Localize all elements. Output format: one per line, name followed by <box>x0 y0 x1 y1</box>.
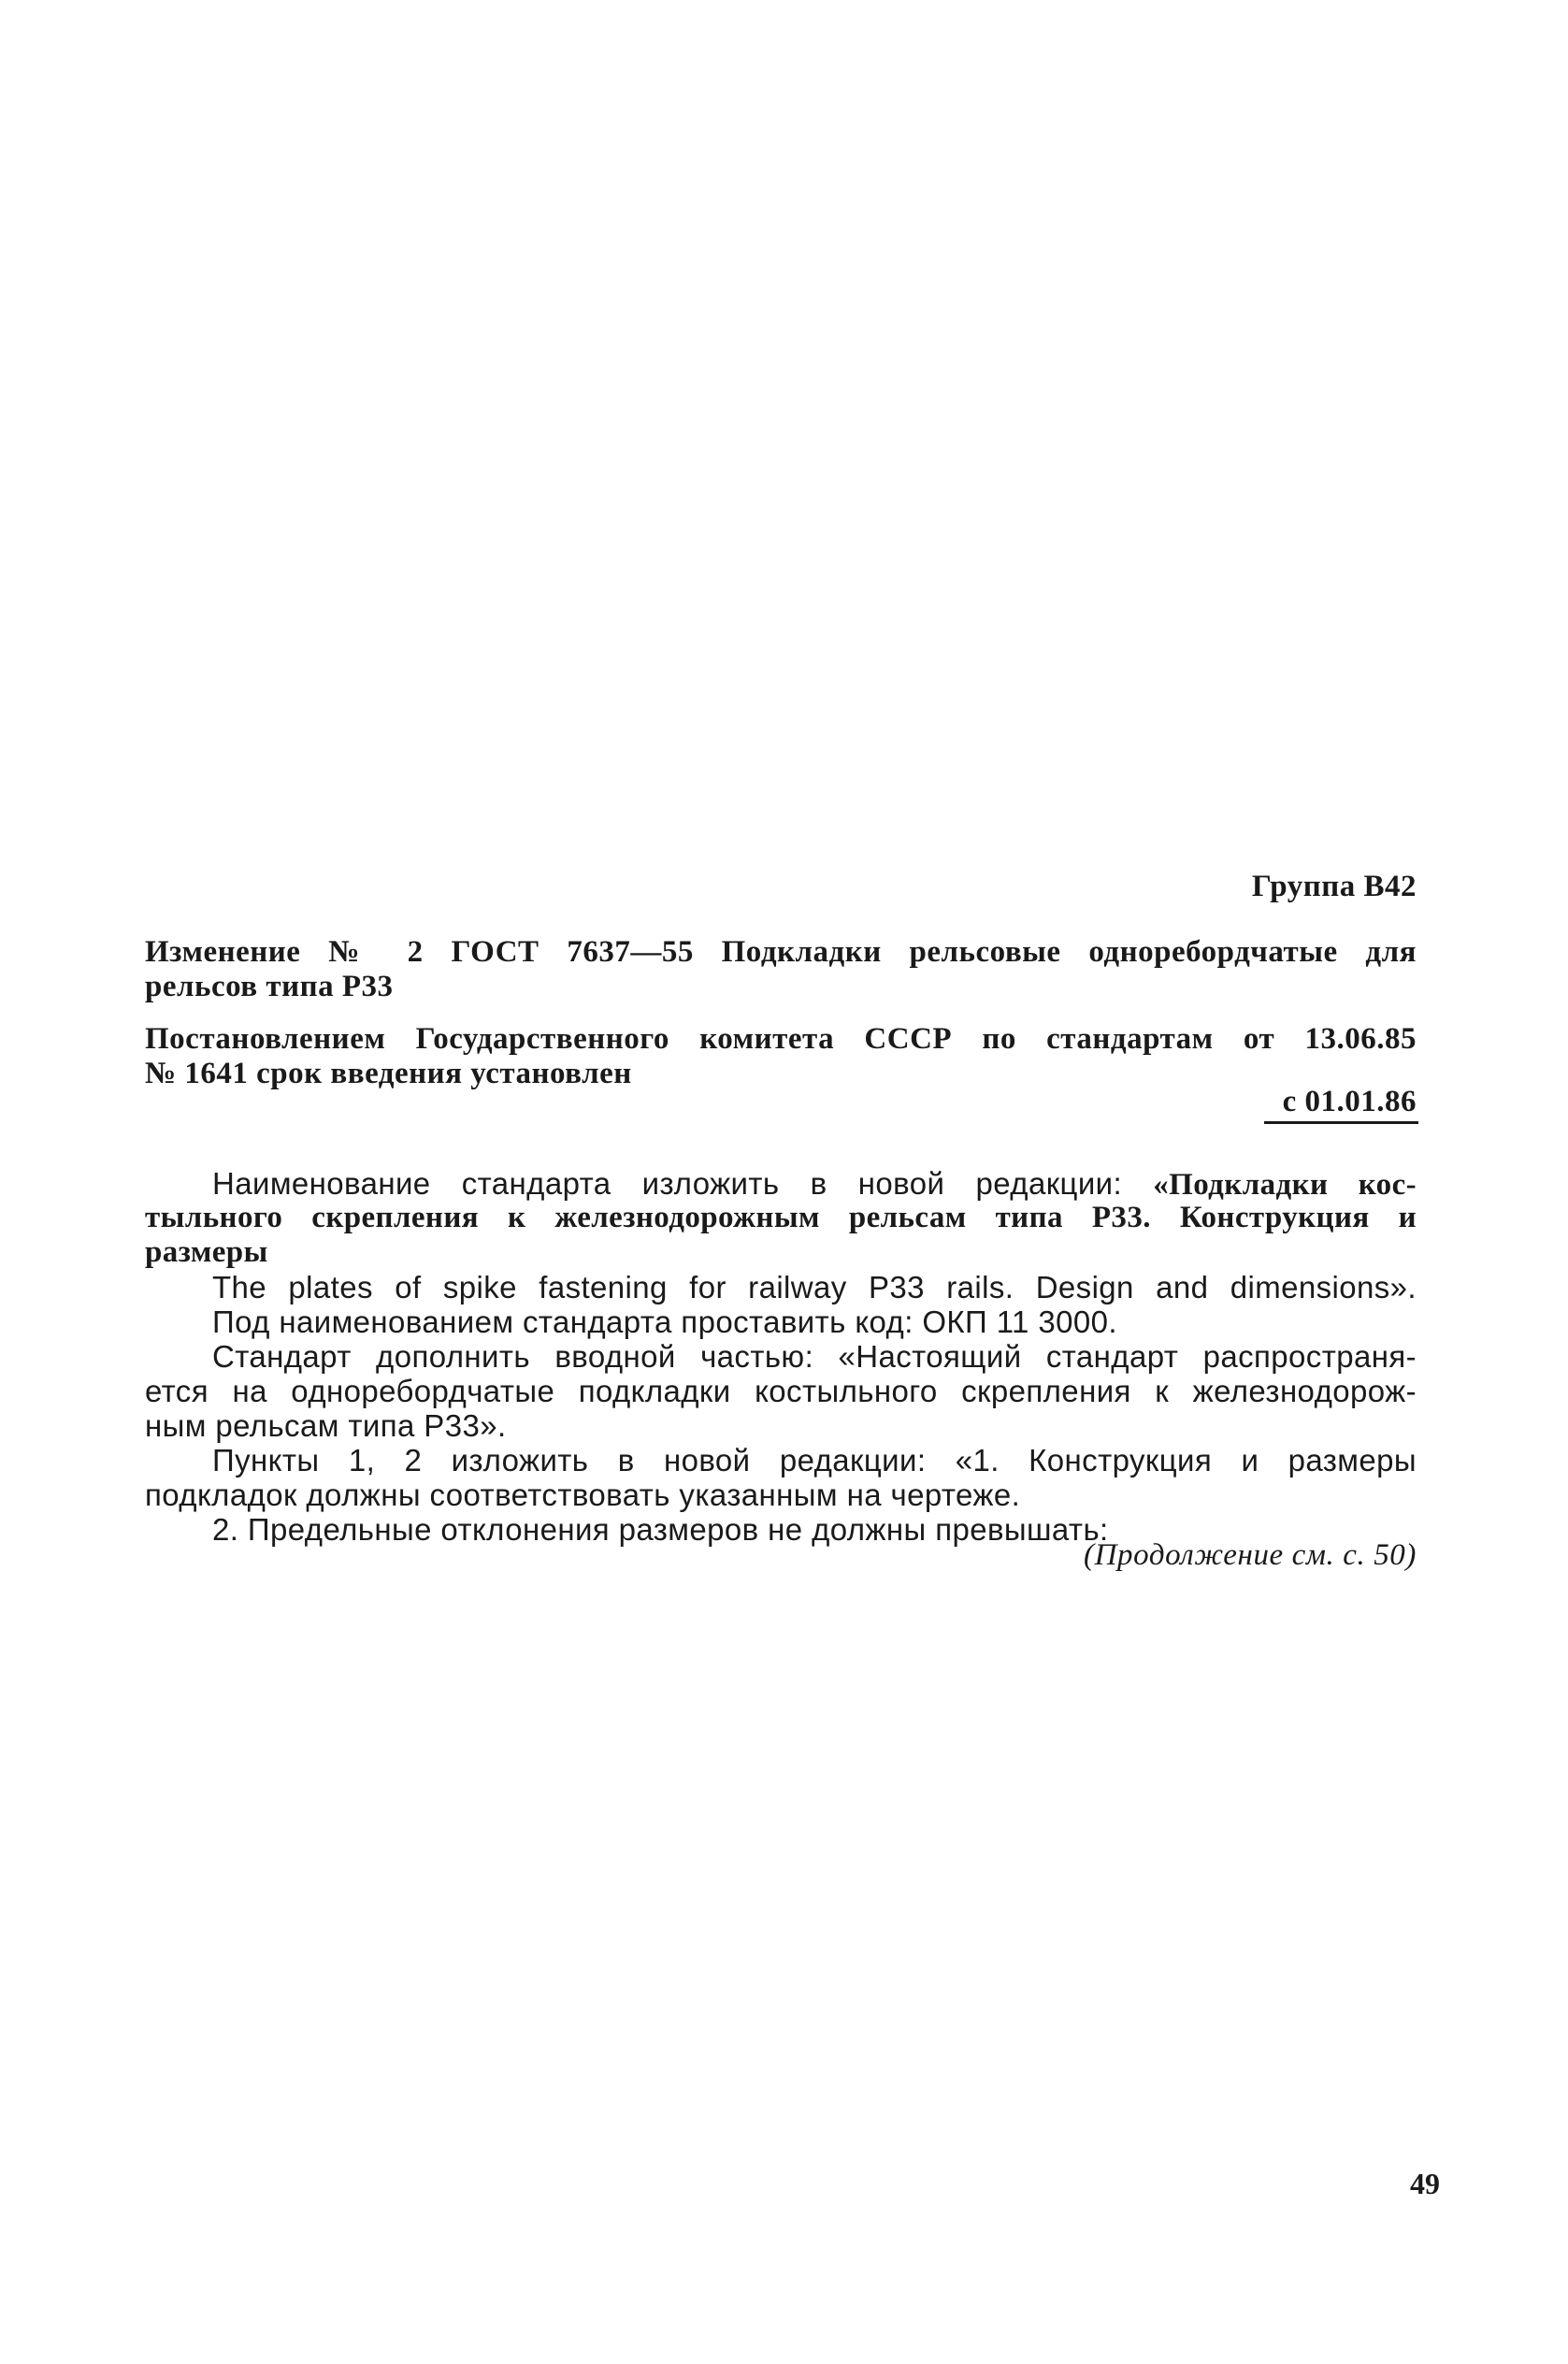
decree-line-1: Постановлением Государственного комитета СССР по стандартам от 13.06.85 <box>145 1022 1417 1056</box>
amendment-title <box>145 935 1417 1004</box>
group-label: Группа В42 <box>1251 870 1417 903</box>
decree-text <box>145 1022 1417 1091</box>
body-line-9: Пункты 1, 2 изложить в новой редакции: «1. Конструкция и размеры <box>212 1443 1417 1478</box>
body-line-1-bold: «Подкладки кос- <box>1153 1168 1417 1202</box>
body-line-5: Под наименованием стандарта проставить код: ОКП 11 3000. <box>212 1305 1117 1339</box>
body-line-8: ным рельсам типа Р33». <box>145 1408 507 1443</box>
body-line-6: Стандарт дополнить вводной частью: «Настоящий стандарт распространя- <box>212 1339 1417 1374</box>
effective-date-underline <box>1264 1121 1418 1124</box>
body-line-3: размеры <box>145 1235 268 1269</box>
body-line-1 <box>145 1166 1417 1201</box>
body-text <box>145 1166 1417 1547</box>
continuation-note: (Продолжение см. с. 50) <box>1084 1538 1417 1572</box>
amendment-title-line-2: рельсов типа Р33 <box>145 970 394 1003</box>
amendment-title-line-1: Изменение № 2 ГОСТ 7637—55 Подкладки рельсовые одноребордчатые для <box>145 935 1417 969</box>
body-line-4: The plates of spike fastening for railway P33 rails. Design and dimensions». <box>212 1270 1417 1305</box>
body-line-11: 2. Предельные отклонения размеров не должны превышать: <box>212 1512 1109 1547</box>
body-line-1-plain: Наименование стандарта изложить в новой редакции: <box>212 1166 1154 1201</box>
decree-line-2: № 1641 срок введения установлен <box>145 1057 632 1090</box>
body-line-10: подкладок должны соответствовать указанным на чертеже. <box>145 1478 1021 1512</box>
page-number: 49 <box>1410 2167 1440 2200</box>
body-line-2: тыльного скрепления к железнодорожным рельсам типа Р33. Конструкция и <box>145 1201 1417 1234</box>
body-line-7: ется на одноребордчатые подкладки костыльного скрепления к железнодорож- <box>145 1374 1417 1408</box>
effective-date: с 01.01.86 <box>1282 1085 1417 1118</box>
